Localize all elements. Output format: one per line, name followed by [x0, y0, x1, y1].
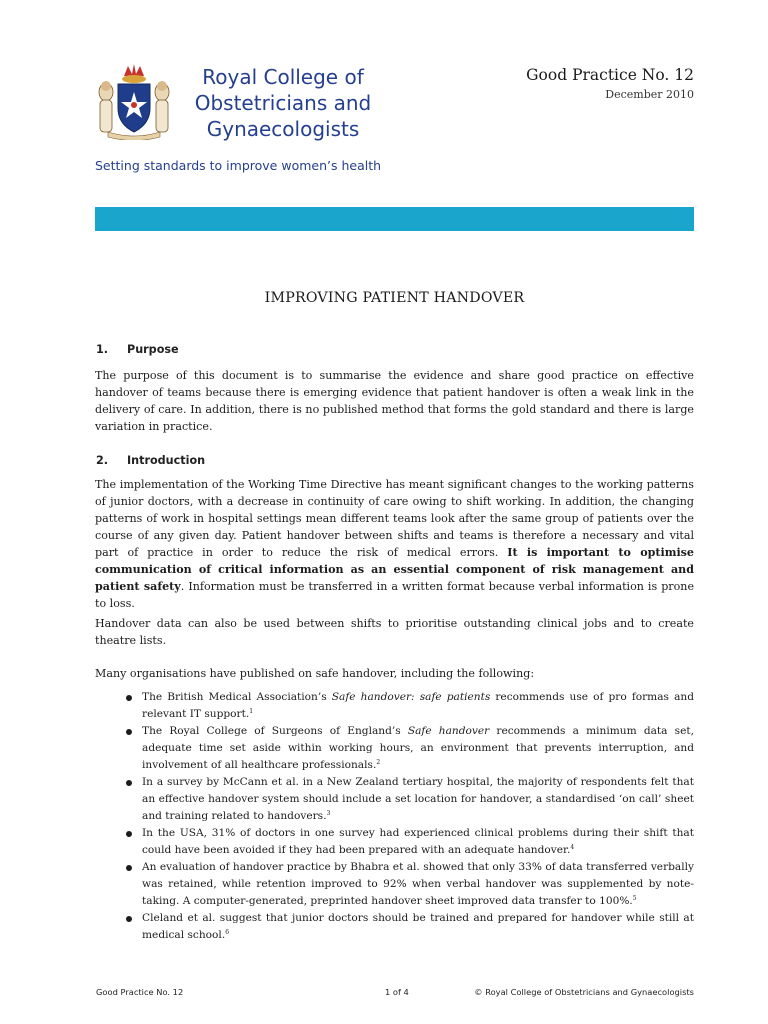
- handover-publications-list: [124, 689, 694, 944]
- page-title: IMPROVING PATIENT HANDOVER: [264, 290, 525, 306]
- introduction-paragraph-3: Many organisations have published on safe handover, including the following:: [95, 667, 535, 680]
- list-item: In a survey by McCann et al. in a New Zealand tertiary hospital, the majority of respondents felt that an effective handover system should include a set location for handover, a standardised ‘on call’ sheet and training related to handovers.$^3$: [124, 774, 694, 825]
- section-number: 1.: [96, 343, 109, 356]
- list-item: An evaluation of handover practice by Bhabra et al. showed that only 33% of data transferred verbally was retained, while retention improved to 92% when verbal handover was supplemented by note-taking. A computer-generated, preprinted handover sheet improved data transfer to 100%.$^5$: [124, 859, 694, 910]
- org-name-line-1: Royal College of: [202, 65, 364, 89]
- list-item: The British Medical Association’s Safe handover: safe patients recommends use of pro formas and relevant IT support.$^1$: [124, 689, 694, 723]
- accent-bar: [95, 207, 694, 231]
- bullet-icon: [126, 780, 132, 786]
- bullet-icon: [126, 695, 132, 701]
- tagline: Setting standards to improve women’s health: [95, 158, 382, 173]
- org-name-line-2: Obstetricians and: [194, 91, 372, 115]
- intro-text-a: The implementation of the Working Time Directive has meant significant changes to the working patterns of junior doctors, with a decrease in continuity of care owing to shift working. In addition, the changing patterns of work in hospital settings mean different teams look after the same group of patients over the course of any given day. Patient handover between shifts and teams is therefore a necessary and vital part of practice in order to reduce the risk of medical errors.: [95, 478, 694, 559]
- section-heading-introduction: [96, 454, 205, 467]
- document-label: Good Practice No. 12: [526, 66, 694, 84]
- list-item: Cleland et al. suggest that junior doctors should be trained and prepared for handover while still at medical school.$^6$: [124, 910, 694, 944]
- footer-doc-label: Good Practice No. 12: [96, 987, 184, 997]
- bullet-icon: [126, 729, 132, 735]
- footer-page-number: 1 of 4: [385, 987, 409, 997]
- introduction-paragraph-2: Handover data can also be used between shifts to prioritise outstanding clinical jobs and to create theatre lists.: [95, 617, 694, 647]
- organization-name: [173, 64, 393, 142]
- section-title: Introduction: [127, 454, 206, 467]
- bullet-icon: [126, 865, 132, 871]
- org-name-line-3: Gynaecologists: [206, 117, 360, 141]
- bullet-icon: [126, 831, 132, 837]
- intro-text-c: . Information must be transferred in a written format because verbal information is prone to loss.: [95, 580, 695, 610]
- document-date: December 2010: [605, 88, 694, 101]
- section-title: Purpose: [127, 343, 179, 356]
- list-item: The Royal College of Surgeons of England’s Safe handover recommends a minimum data set, adequate time set aside within working hours, an environment that prevents interruption, and involvement of all healthcare professionals.$^2$: [124, 723, 694, 774]
- intro-text-bold: It is important to optimise communication of critical information as an essential component of risk management and patient safety: [95, 546, 694, 593]
- footer-copyright: © Royal College of Obstetricians and Gynaecologists: [474, 987, 694, 997]
- section-number: 2.: [96, 454, 109, 467]
- crest-logo-icon: [94, 62, 174, 140]
- bullet-icon: [126, 916, 132, 922]
- purpose-paragraph: The purpose of this document is to summarise the evidence and share good practice on effective handover of teams because there is emerging evidence that patient handover is often a weak link in the delivery of care. In addition, there is no published method that forms the gold standard and there is large variation in practice.: [95, 369, 694, 433]
- section-heading-purpose: [96, 343, 179, 356]
- list-item: In the USA, 31% of doctors in one survey had experienced clinical problems during their shift that could have been avoided if they had been prepared with an adequate handover.$^4$: [124, 825, 694, 859]
- introduction-paragraph-1: [95, 476, 694, 612]
